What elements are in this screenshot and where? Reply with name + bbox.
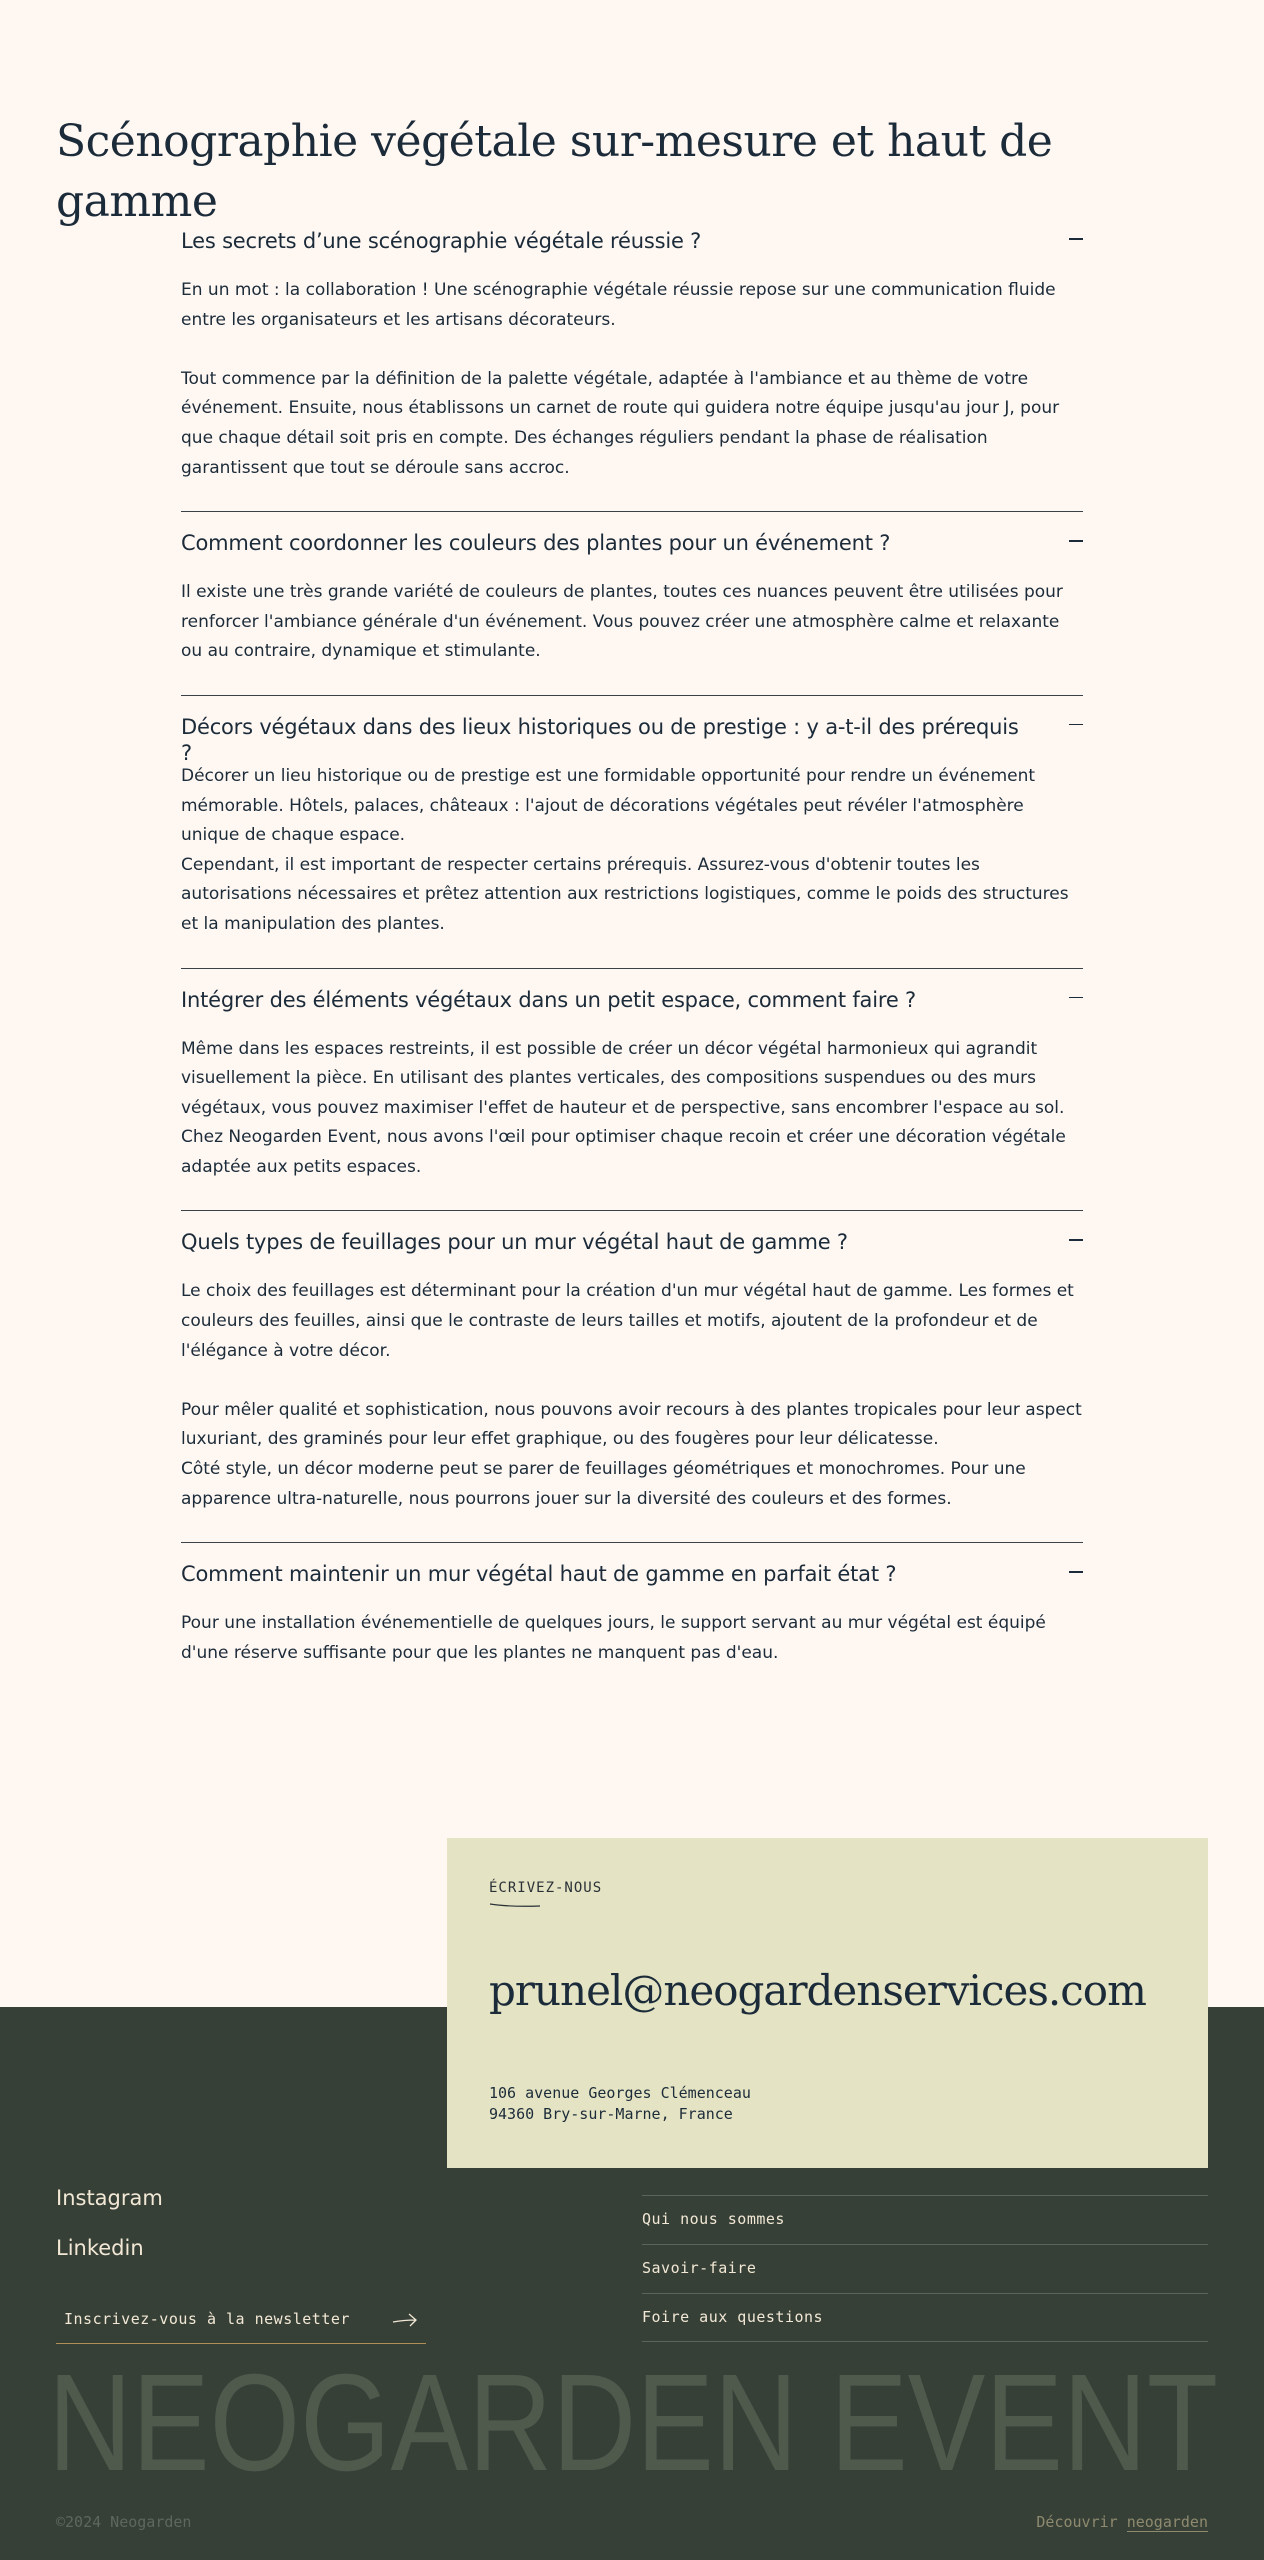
contact-address [489, 2083, 751, 2125]
faq-list [181, 210, 1083, 1696]
faq-answer-paragraph: Décorer un lieu historique ou de prestige est une formidable opportunité pour rendre un événement mémorable. Hôtels, palaces, châteaux : l'ajout de décorations végétales peut révéler l'atmosphère unique de chaque espace. [181, 765, 1036, 846]
faq-answer-paragraph: En un mot : la collaboration ! Une scénographie végétale réussie repose sur une communication fluide entre les organisateurs et les artisans décorateurs. [181, 280, 1056, 330]
minus-icon[interactable] [1069, 540, 1083, 542]
minus-icon[interactable] [1069, 997, 1083, 999]
faq-answer [181, 574, 1083, 695]
faq-question-toggle[interactable] [181, 1211, 1083, 1273]
minus-icon[interactable] [1069, 724, 1083, 726]
faq-item [181, 1211, 1083, 1543]
footer-nav-item-about[interactable] [642, 2195, 1208, 2244]
faq-question: Décors végétaux dans des lieux historiques ou de prestige : y a-t-il des prérequis ? [181, 714, 1019, 765]
paragraph-spacer [181, 1366, 1083, 1396]
page-title: Scénographie végétale sur-mesure et haut de gamme [56, 116, 1053, 227]
faq-question: Comment coordonner les couleurs des plantes pour un événement ? [181, 531, 891, 556]
contact-email-link[interactable]: prunel@neogardenservices.com [489, 1966, 1146, 2015]
footer-nav-label: Savoir-faire [642, 2259, 757, 2277]
faq-answer-paragraph: Pour une installation événementielle de quelques jours, le support servant au mur végétal est équipé d'une réserve suffisante pour que les plantes ne manquent pas d'eau. [181, 1613, 1046, 1663]
scribble-underline-icon [489, 1901, 541, 1909]
footer-nav-item-faq[interactable] [642, 2293, 1208, 2342]
faq-answer-paragraph: Le choix des feuillages est déterminant pour la création d'un mur végétal haut de gamme. Les formes et couleurs des feuilles, ainsi que le contraste de leurs tailles et motifs, ajoutent de la profondeur et de l'élégance à votre décor. [181, 1281, 1074, 1361]
footer-nav-label: Foire aux questions [642, 2308, 824, 2326]
faq-answer-paragraph: Pour mêler qualité et sophistication, nous pouvons avoir recours à des plantes tropicales pour leur aspect luxuriant, des graminés pour leur effet graphique, ou des fougères pour leur délicatesse. [181, 1399, 1082, 1450]
faq-answer-paragraph: Cependant, il est important de respecter certains prérequis. Assurez-vous d'obtenir toutes les autorisations nécessaires et prêtez attention aux restrictions logistiques, comme le poids des structures et la manipulation des plantes. [181, 854, 1069, 934]
faq-answer-paragraph: Même dans les espaces restreints, il est possible de créer un décor végétal harmonieux qui agrandit visuellement la pièce. En utilisant des plantes verticales, des compositions suspendues ou des murs végétaux, vous pouvez maximiser l'effet de hauteur et de perspective, sans encombrer l'espace au sol. [181, 1038, 1065, 1118]
faq-answer-paragraph: Tout commence par la définition de la palette végétale, adaptée à l'ambiance et au thème de votre événement. Ensuite, nous établissons un carnet de route qui guidera notre équipe jusqu'au jour J, pour que chaque détail soit pris en compte. Des échanges réguliers pendant la phase de réalisation garantissent que tout se déroule sans accroc. [181, 368, 1060, 478]
faq-question: Quels types de feuillages pour un mur végétal haut de gamme ? [181, 1230, 848, 1255]
faq-question: Les secrets d’une scénographie végétale réussie ? [181, 229, 702, 253]
footer-nav-item-savoir-faire[interactable] [642, 2244, 1208, 2293]
faq-item [181, 512, 1083, 696]
faq-item [181, 1543, 1083, 1696]
contact-label: ÉCRIVEZ-NOUS [489, 1880, 603, 1896]
faq-question-toggle[interactable] [181, 1543, 1083, 1605]
discover-neogarden-link[interactable]: neogarden [1126, 2513, 1208, 2531]
faq-question-toggle[interactable] [181, 210, 1083, 272]
faq-item [181, 696, 1083, 969]
paragraph-spacer [181, 335, 1083, 365]
faq-question: Comment maintenir un mur végétal haut de gamme en parfait état ? [181, 1562, 897, 1587]
linkedin-link[interactable]: Linkedin [56, 2236, 144, 2260]
instagram-link[interactable]: Instagram [56, 2186, 163, 2210]
newsletter-label: Inscrivez-vous à la newsletter [64, 2310, 350, 2328]
faq-question-toggle[interactable] [181, 969, 1083, 1031]
faq-answer [181, 1031, 1083, 1211]
contact-card [447, 1838, 1208, 2168]
faq-question: Intégrer des éléments végétaux dans un petit espace, comment faire ? [181, 987, 916, 1012]
discover-prefix: Découvrir [1036, 2513, 1118, 2531]
faq-question-toggle[interactable] [181, 696, 1083, 765]
faq-item [181, 969, 1083, 1212]
faq-answer [181, 1605, 1083, 1696]
faq-answer [181, 272, 1083, 511]
footer-nav [642, 2195, 1208, 2342]
faq-answer-paragraph: Chez Neogarden Event, nous avons l'œil pour optimiser chaque recoin et créer une décoration végétale adaptée aux petits espaces. [181, 1127, 1066, 1177]
minus-icon[interactable] [1069, 1571, 1083, 1573]
brand-text: NEOGARDEN EVENT [48, 2360, 1218, 2480]
discover-text [1036, 2513, 1208, 2531]
minus-icon[interactable] [1069, 1239, 1083, 1241]
faq-question-toggle[interactable] [181, 512, 1083, 574]
brand-wordmark [48, 2360, 1218, 2480]
faq-answer-paragraph: Il existe une très grande variété de couleurs de plantes, toutes ces nuances peuvent être utilisées pour renforcer l'ambiance générale d'un événement. Vous pouvez créer une atmosphère calme et relaxante ou au contraire, dynamique et stimulante. [181, 582, 1063, 662]
address-line-2: 94360 Bry-sur-Marne, France [489, 2105, 733, 2123]
faq-answer [181, 1273, 1083, 1542]
newsletter-signup[interactable] [56, 2300, 426, 2344]
faq-answer [181, 758, 1083, 968]
faq-answer-paragraph: Côté style, un décor moderne peut se parer de feuillages géométriques et monochromes. Pour une apparence ultra-naturelle, nous pourrons jouer sur la diversité des couleurs et des formes. [181, 1459, 1026, 1509]
arrow-right-icon [392, 2312, 418, 2328]
address-line-1: 106 avenue Georges Clémenceau [489, 2084, 751, 2102]
footer-nav-label: Qui nous sommes [642, 2210, 785, 2228]
minus-icon[interactable] [1069, 238, 1083, 240]
copyright: ©2024 Neogarden [56, 2513, 192, 2531]
faq-item [181, 210, 1083, 512]
